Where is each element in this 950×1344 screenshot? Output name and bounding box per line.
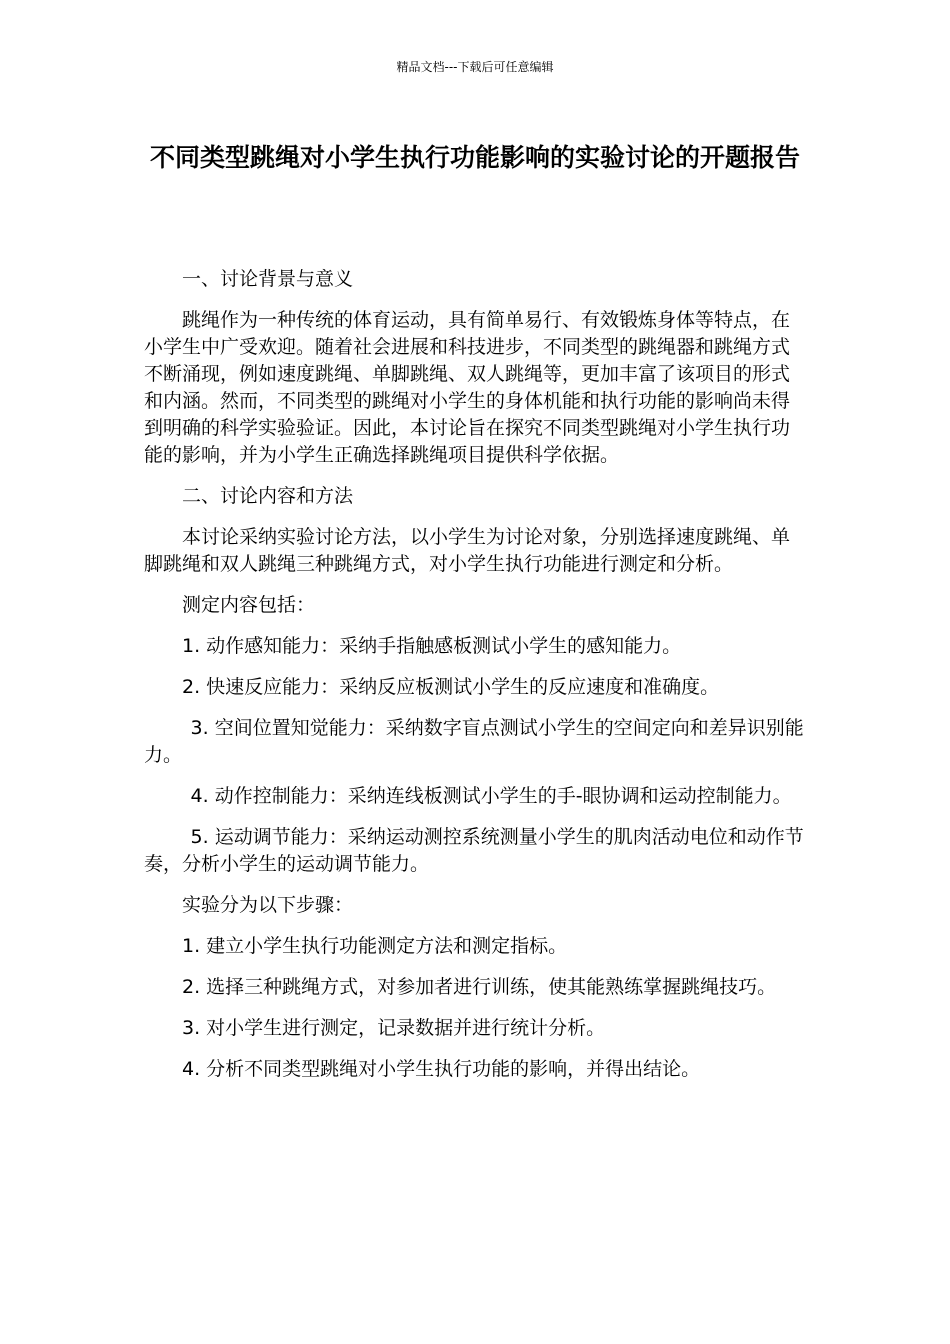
section-heading-background: 一、讨论背景与意义: [182, 268, 354, 290]
method-paragraph: 本讨论采纳实验讨论方法，以小学生为讨论对象，分别选择速度跳绳、单脚跳绳和双人跳绳三种跳绳方式，对小学生执行功能进行测定和分析。: [144, 526, 791, 575]
document-body: [144, 266, 808, 1097]
background-paragraph: 跳绳作为一种传统的体育运动，具有简单易行、有效锻炼身体等特点，在小学生中广受欢迎。随着社会进展和科技进步，不同类型的跳绳器和跳绳方式不断涌现，例如速度跳绳、单脚跳绳、双人跳绳等，更加丰富了该项目的形式和内涵。然而，不同类型的跳绳对小学生的身体机能和执行功能的影响尚未得到明确的科学实验验证。因此，本讨论旨在探究不同类型跳绳对小学生执行功能的影响，并为小学生正确选择跳绳项目提供科学依据。: [144, 309, 791, 466]
measure-item: 2. 快速反应能力：采纳反应板测试小学生的反应速度和准确度。: [182, 676, 720, 698]
measure-item: 4. 动作控制能力：采纳连线板测试小学生的手-眼协调和运动控制能力。: [190, 785, 792, 807]
step-item: 2. 选择三种跳绳方式，对参加者进行训练，使其能熟练掌握跳绳技巧。: [182, 976, 777, 998]
measure-intro: 测定内容包括：: [182, 594, 316, 616]
section-heading-method: 二、讨论内容和方法: [182, 485, 354, 507]
steps-intro: 实验分为以下步骤：: [182, 894, 354, 916]
step-item: 4. 分析不同类型跳绳对小学生执行功能的影响，并得出结论。: [182, 1058, 701, 1080]
page-header-note: 精品文档---下载后可任意编辑: [396, 60, 554, 74]
document-title: 不同类型跳绳对小学生执行功能影响的实验讨论的开题报告: [149, 143, 800, 172]
measure-item: 3. 空间位置知觉能力：采纳数字盲点测试小学生的空间定向和差异识别能力。: [144, 717, 804, 766]
measure-item: 5. 运动调节能力：采纳运动测控系统测量小学生的肌肉活动电位和动作节奏，分析小学生的运动调节能力。: [144, 826, 804, 875]
step-item: 3. 对小学生进行测定，记录数据并进行统计分析。: [182, 1017, 606, 1039]
step-item: 1. 建立小学生执行功能测定方法和测定指标。: [182, 935, 568, 957]
measure-item: 1. 动作感知能力：采纳手指触感板测试小学生的感知能力。: [182, 635, 682, 657]
